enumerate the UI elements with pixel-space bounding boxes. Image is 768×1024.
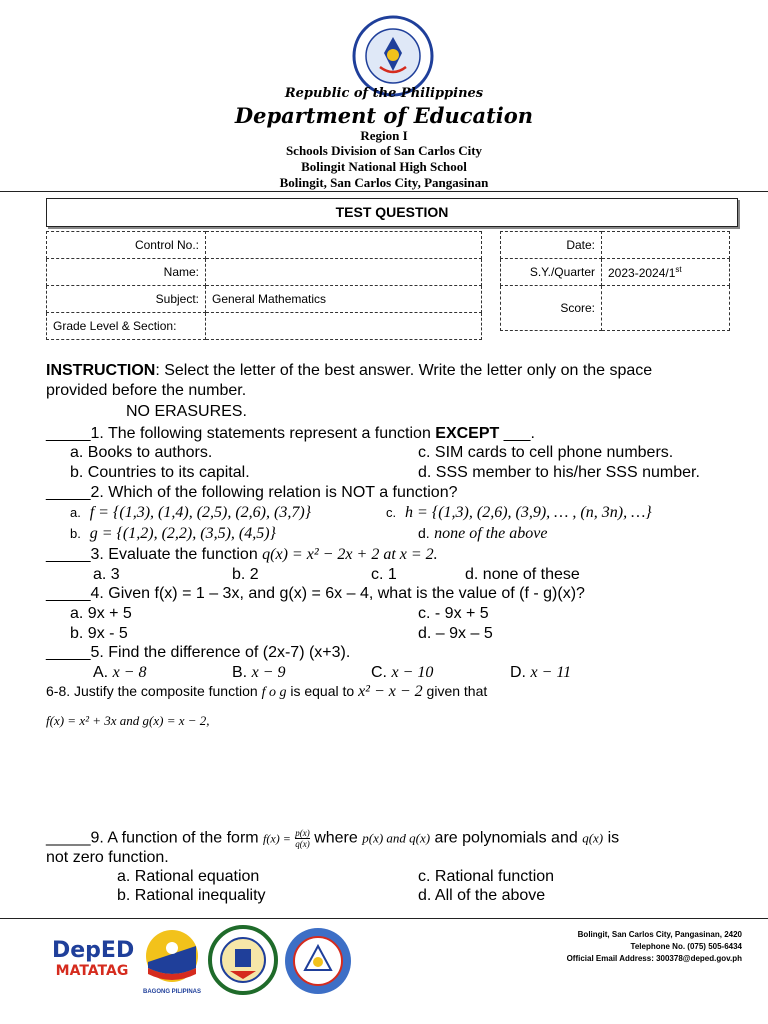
q9-numerator: p(x) (295, 828, 310, 838)
q9-choice-a: a. Rational equation (117, 868, 260, 885)
q1-stem-c: ___. (499, 425, 535, 442)
q2-choice-a (70, 503, 311, 522)
division-office-seal (208, 925, 278, 995)
q2-choice-c (386, 503, 652, 522)
q2-stem: _____2. Which of the following relation is NOT a function? (46, 484, 458, 501)
matatag-logo-text: MATATAG (55, 963, 129, 979)
title-box (46, 198, 738, 227)
q9-fx: f(x) = (263, 831, 291, 846)
q9-stem (46, 828, 619, 849)
q5-a-label: A. (93, 664, 109, 681)
region-text: Region I (360, 128, 408, 143)
q6-8-stem-b: is equal to (286, 683, 359, 699)
q6-8-stem-c: given that (422, 683, 488, 699)
q2-b-expr: g = {(1,2), (2,2), (3,5), (4,5)} (89, 525, 276, 542)
q3-choice-c: c. 1 (371, 566, 397, 583)
q5-choice-b (232, 663, 285, 682)
bagong-pilipinas-logo (138, 928, 206, 996)
score-field[interactable] (602, 286, 730, 331)
footer-divider (0, 918, 768, 919)
q1-stem-a: _____1. The following statements represent a function (46, 425, 436, 442)
q9-stem-c: are polynomials and (430, 829, 583, 847)
grade-level-field[interactable] (206, 313, 482, 340)
deped-logo-text: DepED (52, 938, 135, 963)
q2-choice-b (70, 524, 276, 543)
q3-choice-a: a. 3 (93, 566, 120, 583)
instruction-line-1 (46, 361, 652, 380)
q5-b-label: B. (232, 664, 248, 681)
q6-8-given: f(x) = x² + 3x and g(x) = x − 2, (46, 713, 210, 728)
q5-b-expr: x − 9 (251, 664, 286, 681)
instruction-label: INSTRUCTION (46, 362, 156, 379)
score-label: Score: (501, 286, 602, 331)
q4-choice-c: c. - 9x + 5 (418, 605, 489, 622)
q2-c-expr: h = {(1,3), (2,6), (3,9), … , (n, 3n), …} (405, 504, 652, 521)
q2-c-label: c. (386, 505, 397, 520)
subject-label: Subject: (47, 286, 206, 313)
q6-8-expr: x² − x − 2 (358, 683, 423, 700)
date-field[interactable] (602, 232, 730, 259)
q9-choice-d: d. All of the above (418, 887, 546, 904)
q5-d-label: D. (510, 664, 526, 681)
bagong-pilipinas-text: BAGONG PILIPINAS (142, 989, 201, 995)
q2-a-label: a. (70, 505, 81, 520)
test-question-title: TEST QUESTION (335, 204, 449, 220)
address-text: Bolingit, San Carlos City, Pangasinan (279, 175, 489, 190)
school-seal (283, 926, 353, 996)
grade-level-label: Grade Level & Section: (47, 313, 206, 340)
footer-telephone: Telephone No. (075) 505-6434 (630, 942, 742, 951)
q2-b-label: b. (70, 526, 81, 541)
sy-quarter-field[interactable] (602, 259, 730, 286)
q1-choice-a: a. Books to authors. (70, 444, 213, 461)
sy-quarter-label: S.Y./Quarter (501, 259, 602, 286)
q3-choice-b: b. 2 (232, 566, 259, 583)
q4-choice-b: b. 9x - 5 (70, 625, 128, 642)
instruction-line-2: provided before the number. (46, 382, 247, 399)
q9-stem-a: _____9. A function of the form (46, 829, 264, 847)
q2-a-expr: f = {(1,3), (1,4), (2,5), (2,6), (3,7)} (89, 504, 312, 521)
q5-stem: _____5. Find the difference of (2x-7) (x+3). (46, 644, 351, 661)
q9-choice-c: c. Rational function (418, 868, 555, 885)
q5-c-label: C. (371, 664, 387, 681)
q5-a-expr: x − 8 (112, 664, 147, 681)
q1-stem (46, 424, 535, 443)
footer-address: Bolingit, San Carlos City, Pangasinan, 2420 (577, 930, 742, 939)
q6-8-fog: f o g (261, 685, 287, 700)
q5-choice-c (371, 663, 433, 682)
footer-email: Official Email Address: 300378@deped.gov.ph (566, 954, 742, 963)
deped-matatag-logo (52, 938, 135, 990)
q9-fraction (295, 828, 310, 849)
subject-field[interactable]: General Mathematics (206, 286, 482, 313)
name-field[interactable] (206, 259, 482, 286)
q1-choice-d: d. SSS member to his/her SSS number. (418, 464, 700, 481)
q5-choice-d (510, 663, 571, 682)
sy-quarter-value: 2023-2024/1 (608, 265, 676, 280)
instruction-text-1: : Select the letter of the best answer. Write the letter only on the space (155, 362, 653, 379)
q5-choice-a (93, 663, 146, 682)
q1-choice-c: c. SIM cards to cell phone numbers. (418, 444, 674, 461)
q1-choice-b: b. Countries to its capital. (70, 464, 250, 481)
info-table-right (500, 231, 730, 331)
deped-seal (352, 15, 434, 97)
q5-d-expr: x − 11 (530, 664, 572, 681)
q9-stem-line-2: not zero function. (46, 849, 169, 866)
q6-8-stem (46, 683, 487, 701)
info-table-left (46, 231, 482, 340)
department-text: Department of Education (234, 103, 534, 128)
control-no-label: Control No.: (47, 232, 206, 259)
q9-qx: q(x) (582, 830, 604, 846)
instruction-no-erasures: NO ERASURES. (126, 403, 247, 420)
date-label: Date: (501, 232, 602, 259)
q9-choice-b: b. Rational inequality (117, 887, 266, 904)
q9-stem-b: where (314, 829, 363, 847)
header-divider (0, 191, 768, 192)
q1-except: EXCEPT (435, 425, 500, 442)
republic-text: Republic of the Philippines (284, 86, 484, 101)
q2-choice-d (418, 524, 547, 543)
q4-choice-a: a. 9x + 5 (70, 605, 132, 622)
division-text: Schools Division of San Carlos City (285, 143, 483, 158)
name-label: Name: (47, 259, 206, 286)
q3-stem (46, 545, 438, 564)
q2-d-expr: none of the above (434, 525, 548, 542)
q4-stem: _____4. Given f(x) = 1 – 3x, and g(x) = 6x – 4, what is the value of (f - g)(x)? (46, 585, 585, 602)
q3-expr: q(x) = x² − 2x + 2 at x = 2. (262, 546, 438, 563)
sy-quarter-sup: st (675, 264, 682, 274)
q3-choice-d: d. none of these (465, 566, 580, 583)
q9-denominator: q(x) (295, 839, 310, 849)
q9-pq: p(x) and q(x) (362, 830, 431, 846)
q4-choice-d: d. – 9x – 5 (418, 625, 493, 642)
q6-8-stem-a: 6-8. Justify the composite function (46, 683, 262, 699)
control-no-field[interactable] (206, 232, 482, 259)
q9-stem-d: is (603, 829, 620, 847)
school-text: Bolingit National High School (301, 159, 467, 174)
q3-stem-text: _____3. Evaluate the function (46, 546, 263, 563)
q5-c-expr: x − 10 (391, 664, 434, 681)
q2-d-label: d. (418, 525, 430, 541)
